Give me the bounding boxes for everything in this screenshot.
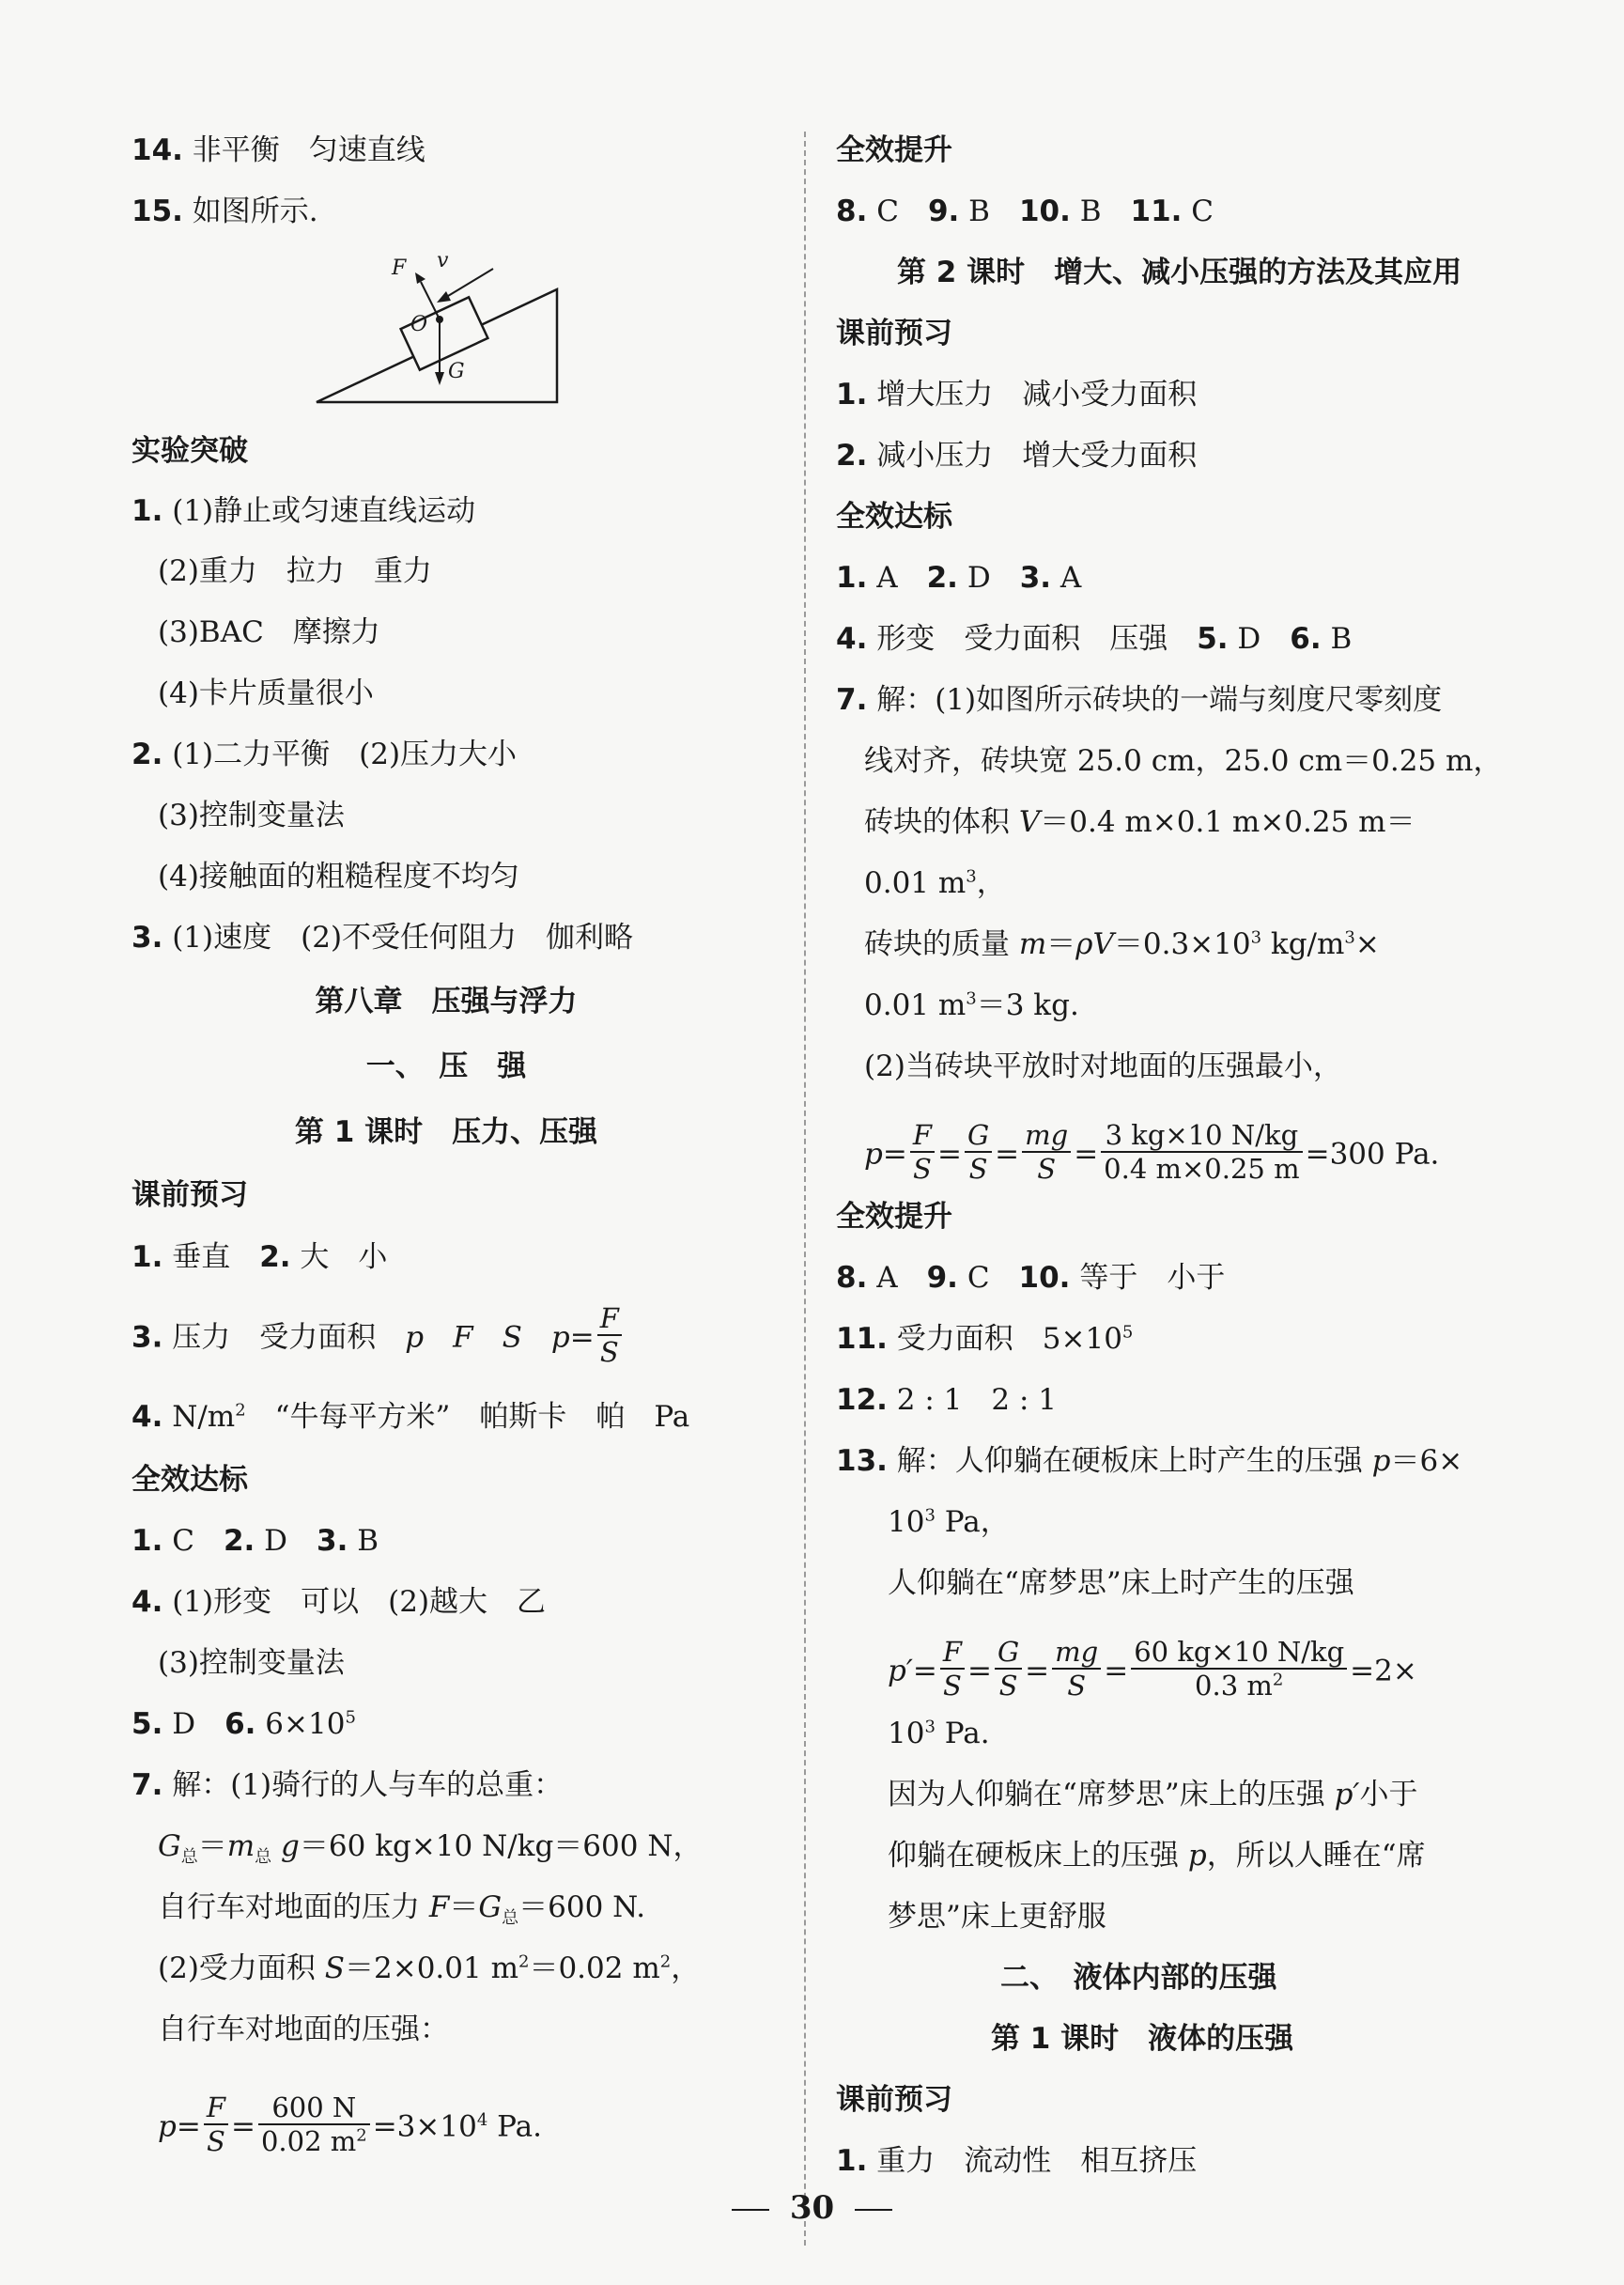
pre-title-3: 课前预习 — [836, 2083, 952, 2117]
exp-title: 实验突破 — [131, 434, 248, 468]
u-13e: $10^3$ Pa. — [888, 1717, 990, 1750]
std-4a: 4. (1)形变 可以 (2)越大 乙 — [131, 1585, 547, 1619]
t-7c: 砖块的体积 V＝0.4 m×0.1 m×0.25 m＝ — [864, 805, 1415, 839]
t-7d: 0.01 $m^3$， — [864, 866, 1006, 900]
u-13d: p′= $\frac{F}{S}$ = $\frac{G}{S}$ = $\frac{mg}{S}$ = $\frac{60 kg\times 10 N/kg}{0.3 m^2}$ =2× — [888, 1636, 1417, 1702]
std-7c: 自行车对地面的压力 $F=G_总=600$ N. — [158, 1890, 646, 1929]
exp-1a: 1. (1)静止或匀速直线运动 — [131, 494, 476, 528]
u-12: 12. 2 : 1 2 : 1 — [836, 1383, 1057, 1417]
section-title: 一、 压 强 — [365, 1049, 527, 1083]
page-number — [0, 2189, 1624, 2227]
std-title: 全效达标 — [131, 1463, 248, 1497]
answer-15: 15. 如图所示. — [131, 194, 318, 228]
answer-14: 14. 非平衡 匀速直线 — [131, 133, 425, 167]
t-4: 4. 形变 受力面积 压强 5. D 6. B — [836, 622, 1353, 656]
u-8: 8. A 9. C 10. 等于 小于 — [836, 1261, 1226, 1295]
w-1: 1. 重力 流动性 相互挤压 — [836, 2144, 1198, 2178]
label-v: v — [437, 249, 449, 272]
u-13h: 梦思”床上更舒服 — [888, 1900, 1106, 1934]
pre-title-2: 课前预习 — [836, 317, 952, 350]
incline-force-diagram — [305, 244, 568, 409]
t-7h: p= $\frac{F}{S}$ = $\frac{G}{S}$ = $\frac{mg}{S}$ = $\frac{3 kg\times 10 N/kg}{0.4 m\times 0.25 m}$ =300 Pa. — [864, 1119, 1440, 1185]
exp-1b: (2)重力 拉力 重力 — [158, 554, 432, 588]
std-7f: p= $\frac{F}{S}$ = $\frac{600 N}{0.02 m^2}$ $=3\times 10^4$ Pa. — [158, 2091, 542, 2157]
exp-2b: (3)控制变量法 — [158, 799, 345, 832]
up-8: 8. C 9. B 10. B 11. C — [836, 194, 1214, 228]
lesson3-title: 第 1 课时 液体的压强 — [991, 2022, 1294, 2056]
exp-2c: (4)接触面的粗糙程度不均匀 — [158, 860, 519, 894]
std-5: 5. D 6. $6\times 10^5$ — [131, 1707, 356, 1741]
std-7b: $G_总=m_总$ g＝60 kg×10 N/kg＝600 N， — [158, 1829, 703, 1868]
std-7a: 7. 解：(1)骑行的人与车的总重： — [131, 1768, 564, 1802]
std-1: 1. C 2. D 3. B — [131, 1524, 379, 1558]
u-13a: 13. 解：人仰躺在硬板床上时产生的压强 p＝6× — [836, 1444, 1463, 1478]
std-7d: (2)受力面积 S＝2×0.01 $m^2=0.02$ $m^2$， — [158, 1951, 701, 1985]
up-title: 全效提升 — [836, 133, 952, 167]
u-11: 11. 受力面积 $5\times 10^5$ — [836, 1322, 1134, 1356]
chapter-title: 第八章 压强与浮力 — [315, 985, 578, 1018]
up2-title: 全效提升 — [836, 1200, 952, 1234]
std-7e: 自行车对地面的压强： — [158, 2013, 449, 2046]
lesson-title: 第 1 课时 压力、压强 — [294, 1115, 598, 1149]
t-7e: 砖块的质量 $m=\rho V=0.3\times 10^3$ $kg/m^3\times$ — [864, 927, 1380, 961]
exp-2a: 2. (1)二力平衡 (2)压力大小 — [131, 738, 518, 771]
exp-1d: (4)卡片质量很小 — [158, 676, 374, 710]
t-7b: 线对齐，砖块宽 25.0 cm，25.0 cm＝0.25 m， — [864, 744, 1503, 778]
exp-3a: 3. (1)速度 (2)不受任何阻力 伽利略 — [131, 921, 634, 955]
u-13c: 人仰躺在“席梦思”床上时产生的压强 — [888, 1566, 1354, 1600]
std-4b: (3)控制变量法 — [158, 1646, 345, 1680]
exp-1c: (3)BAC 摩擦力 — [158, 615, 380, 649]
u-13f: 因为人仰躺在“席梦思”床上的压强 p′小于 — [888, 1778, 1418, 1811]
label-g: G — [448, 360, 465, 383]
std-title-2: 全效达标 — [836, 500, 952, 534]
t-7f: 0.01 $m^3=3$ kg. — [864, 988, 1079, 1022]
lesson2-title: 第 2 课时 增大、减小压强的方法及其应用 — [897, 256, 1462, 289]
pre-1: 1. 垂直 2. 大 小 — [131, 1240, 388, 1274]
pre-title: 课前预习 — [131, 1178, 248, 1212]
u-13b: $10^3$ Pa， — [888, 1505, 1010, 1539]
pre-4: 4. $N/m^2$ “牛每平方米” 帕斯卡 帕 Pa — [131, 1400, 690, 1434]
pre-3: 3. 压力 受力面积 p F S p= $\frac{F}{S}$ — [131, 1306, 625, 1372]
q-2: 2. 减小压力 增大受力面积 — [836, 439, 1198, 473]
column-divider — [804, 132, 806, 2246]
section2-title: 二、 液体内部的压强 — [1000, 1961, 1277, 1995]
label-o: O — [410, 313, 428, 336]
q-1: 1. 增大压力 减小受力面积 — [836, 378, 1198, 412]
t-7g: (2)当砖块平放时对地面的压强最小， — [864, 1049, 1342, 1083]
page-number-text: 30 — [789, 2189, 835, 2227]
t-7a: 7. 解：(1)如图所示砖块的一端与刻度尺零刻度 — [836, 683, 1443, 717]
label-f: F — [392, 256, 407, 280]
t-1: 1. A 2. D 3. A — [836, 561, 1082, 595]
u-13g: 仰躺在硬板床上的压强 p，所以人睡在“席 — [888, 1839, 1426, 1873]
